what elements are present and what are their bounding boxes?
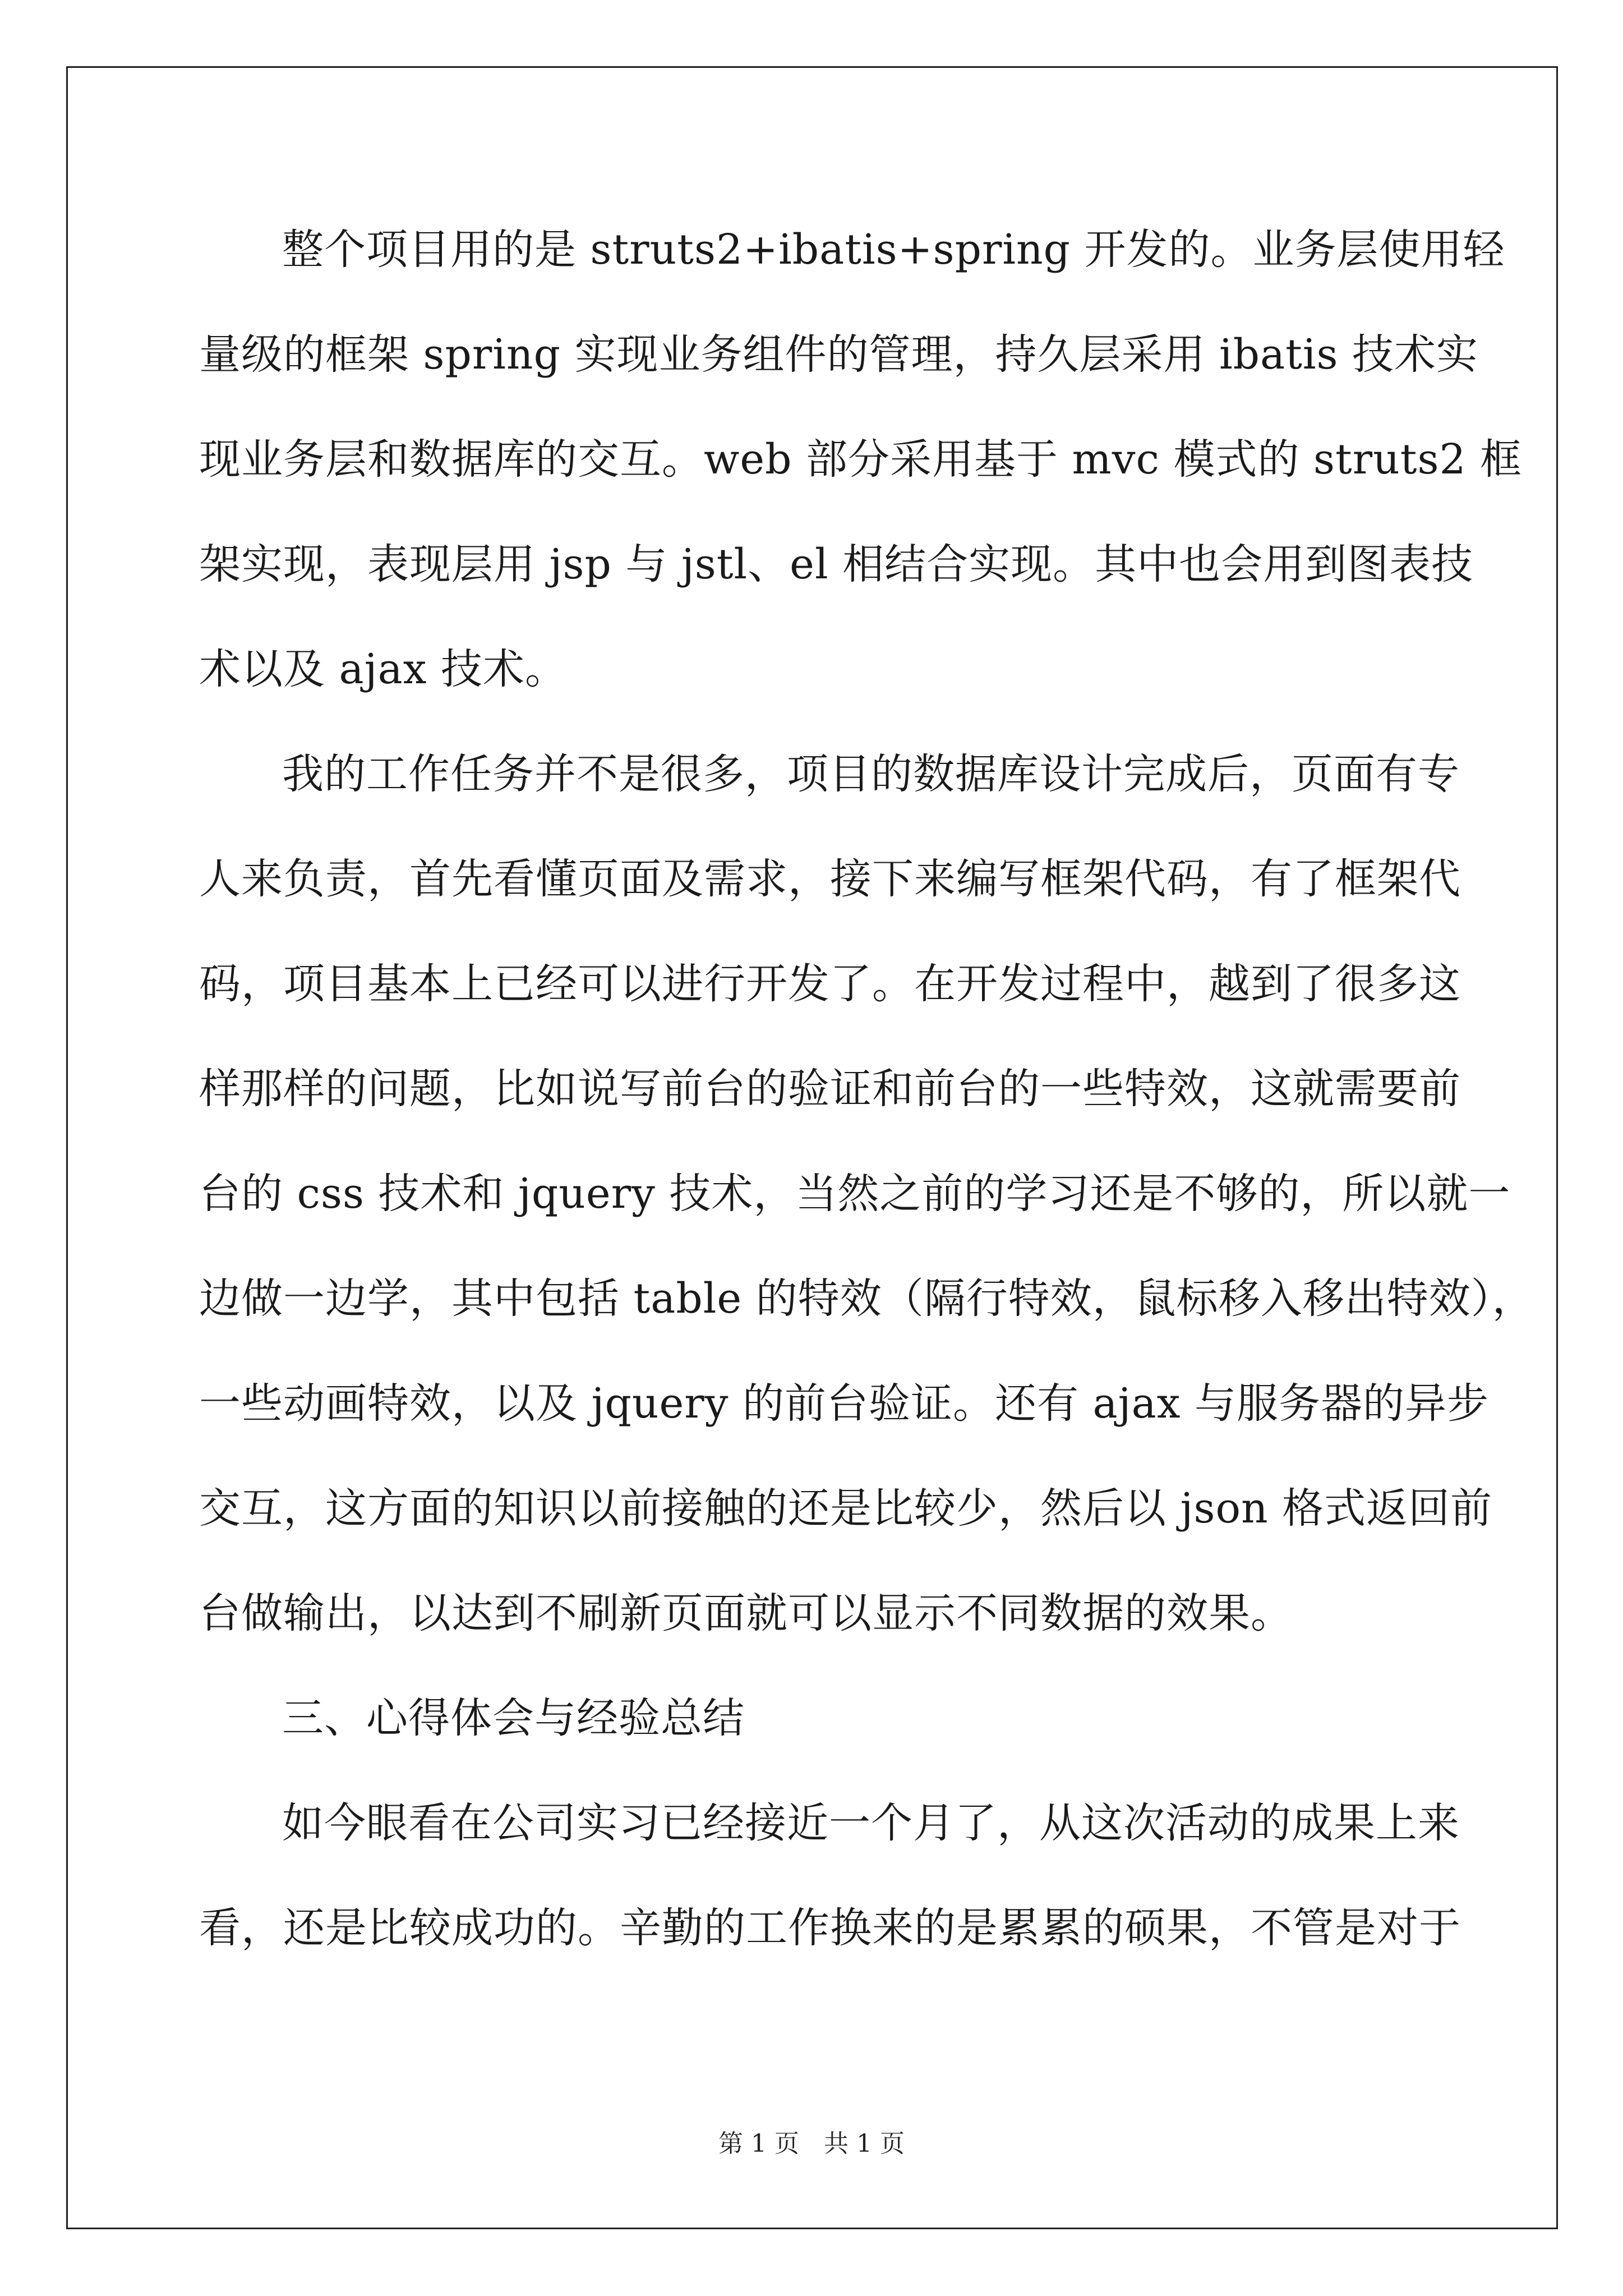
section-heading: 三、心得体会与经验总结 bbox=[282, 1694, 745, 1742]
text-line: 边做一边学，其中包括 table 的特效（隔行特效，鼠标移入移出特效）， bbox=[199, 1274, 1534, 1323]
text-line: 一些动画特效，以及 jquery 的前台验证。还有 ajax 与服务器的异步 bbox=[199, 1379, 1489, 1428]
text-line: 量级的框架 spring 实现业务组件的管理，持久层采用 ibatis 技术实 bbox=[199, 330, 1479, 379]
text-line: 交互，这方面的知识以前接触的还是比较少，然后以 json 格式返回前 bbox=[199, 1484, 1493, 1533]
text-line: 台做输出，以达到不刷新页面就可以显示不同数据的效果。 bbox=[199, 1589, 1293, 1637]
text-line: 如今眼看在公司实习已经接近一个月了，从这次活动的成果上来 bbox=[282, 1799, 1460, 1847]
text-line: 架实现，表现层用 jsp 与 jstl、el 相结合实现。其中也会用到图表技 bbox=[199, 540, 1474, 588]
text-line: 看，还是比较成功的。辛勤的工作换来的是累累的硕果，不管是对于 bbox=[199, 1904, 1461, 1952]
document-body bbox=[199, 222, 1534, 2005]
text-line: 台的 css 技术和 jquery 技术，当然之前的学习还是不够的，所以就一 bbox=[199, 1170, 1511, 1218]
text-line: 人来负责，首先看懂页面及需求，接下来编写框架代码，有了框架代 bbox=[199, 855, 1461, 903]
text-line: 术以及 ajax 技术。 bbox=[199, 645, 567, 693]
text-line: 样那样的问题，比如说写前台的验证和前台的一些特效，这就需要前 bbox=[199, 1065, 1461, 1113]
text-line: 我的工作任务并不是很多，项目的数据库设计完成后，页面有专 bbox=[282, 750, 1460, 798]
text-line: 码，项目基本上已经可以进行开发了。在开发过程中，越到了很多这 bbox=[199, 960, 1461, 1008]
text-line: 现业务层和数据库的交互。web 部分采用基于 mvc 模式的 struts2 框 bbox=[199, 435, 1523, 484]
page-number-footer: 第 1 页 共 1 页 bbox=[718, 2129, 905, 2158]
text-line: 整个项目用的是 struts2+ibatis+spring 开发的。业务层使用轻 bbox=[282, 226, 1505, 274]
